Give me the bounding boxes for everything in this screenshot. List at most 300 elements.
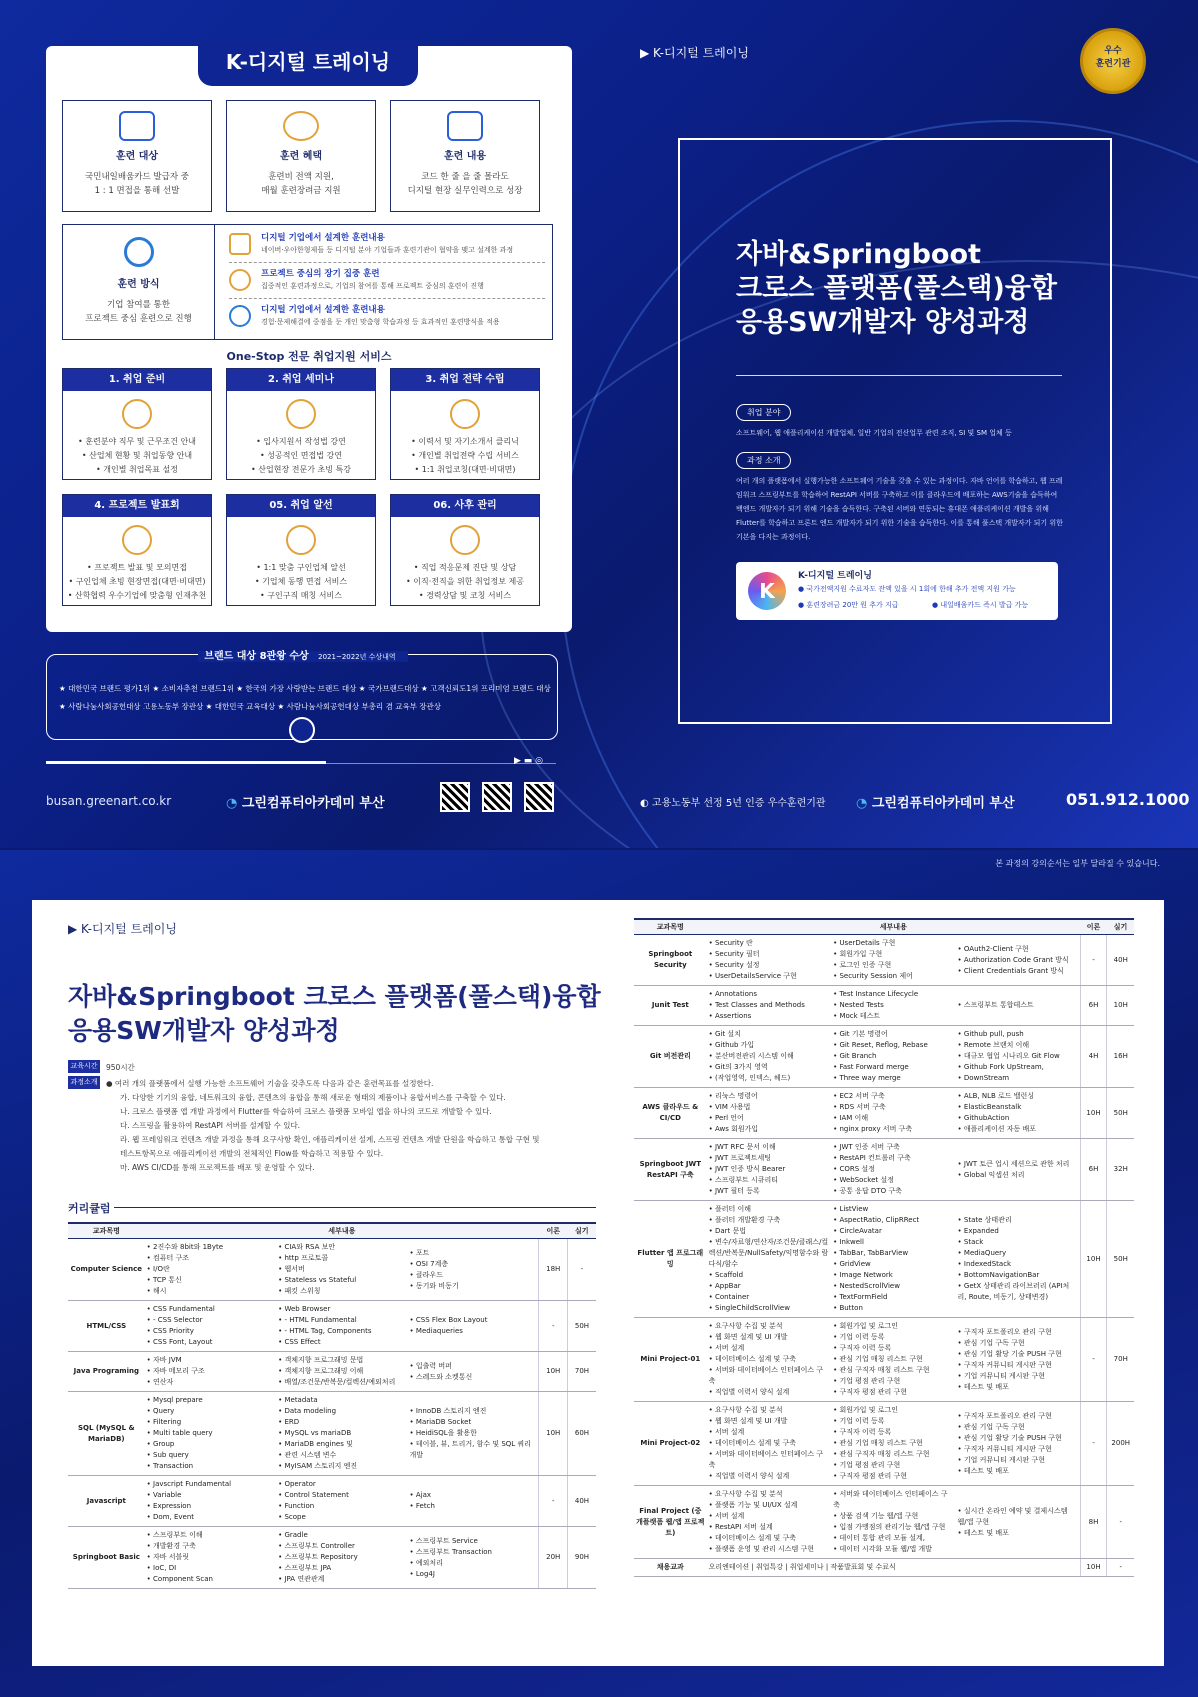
detail-item: • I/O란: [147, 1264, 274, 1275]
theory-hours: 8H: [1080, 1486, 1107, 1559]
curriculum-heading: 커리큘럼: [68, 1202, 111, 1215]
detail-item: • JWT 토큰 업시 세션으로 관한 처리: [958, 1159, 1078, 1170]
detail-item: • Scope: [278, 1512, 405, 1523]
excellence-medal: 우수 훈련기관: [1080, 28, 1146, 94]
detail-item: • 대규모 협업 시나리오 Git Flow: [958, 1051, 1078, 1062]
detail-cell: [831, 1402, 955, 1486]
detail-item: • MariaDB engines 및: [278, 1439, 405, 1450]
table-row: [634, 1559, 1134, 1577]
table-row: [634, 1139, 1134, 1201]
table-row: [634, 1402, 1134, 1486]
intro-line: 테스트항목으로 애플리케이션 개발의 전체적인 Flow를 학습하고 적용할 수 있다.: [120, 1149, 384, 1158]
table-row: [634, 1088, 1134, 1139]
detail-item: • Image Network: [833, 1270, 953, 1281]
detail-item: • State 상태관리: [958, 1215, 1078, 1226]
detail-item: • 리눅스 명령어: [709, 1091, 829, 1102]
curriculum-table-left: [68, 1222, 596, 1589]
table-row: [634, 935, 1134, 986]
detail-item: • 기업 커뮤니티 게시판 구현: [958, 1371, 1078, 1382]
detail-cell: [956, 1486, 1080, 1559]
detail-cell: [707, 1486, 831, 1559]
detail-item: • CSS Fundamental: [147, 1304, 274, 1315]
hours-tag: 교육시간: [68, 1060, 100, 1073]
detail-item: • 컴퓨터 구조: [147, 1253, 274, 1264]
detail-item: • Global 익셉션 처리: [958, 1170, 1078, 1181]
k-digital-logo-icon: K: [748, 572, 786, 610]
table-row: [68, 1476, 596, 1527]
practice-hours: 90H: [567, 1527, 596, 1589]
practice-hours: 60H: [567, 1392, 596, 1476]
detail-item: • Authorization Code Grant 방식: [958, 955, 1078, 966]
method-summary: [63, 225, 215, 339]
detail-item: • Dart 문법: [709, 1226, 829, 1237]
method-row: 디지털 기업에서 설계한 훈련내용 경험·문제해결에 중점을 둔 개인 맞춤형 학습과정 등 효과적인 훈련방식을 적용: [229, 301, 545, 335]
detail-item: • 서버 설계: [709, 1343, 829, 1354]
detail-cell: [408, 1301, 539, 1352]
detail-item: • IndexedStack: [958, 1259, 1078, 1270]
detail-cell: [276, 1527, 407, 1589]
detail-item: • Scaffold: [709, 1270, 829, 1281]
practice-hours: 32H: [1107, 1139, 1134, 1201]
detail-cell: [707, 1318, 831, 1402]
detail-cell: [831, 1088, 955, 1139]
detail-item: • Control Statement: [278, 1490, 405, 1501]
detail-item: • BottomNavigationBar: [958, 1270, 1078, 1281]
detail-item: • 공통 응답 DTO 구축: [833, 1186, 953, 1197]
detail-item: • Expanded: [958, 1226, 1078, 1237]
academy-logo: ◔ 그린컴퓨터아카데미 부산: [856, 796, 1015, 811]
brand-awards-box: [46, 651, 558, 740]
kbox-line: ● 내일배움카드 즉시 발급 가능: [932, 601, 1029, 609]
detail-cell: [145, 1392, 276, 1476]
detail-item: • MediaQuery: [958, 1248, 1078, 1259]
card-title: K-디지털 트레이닝: [198, 40, 418, 86]
detail-item: • 패킷 스위칭: [278, 1286, 405, 1297]
header-details: 세부내용: [145, 1223, 539, 1239]
detail-item: • CSS Priority: [147, 1326, 274, 1337]
academy-logo: ◔ 그린컴퓨터아카데미 부산: [226, 796, 385, 811]
theory-hours: 10H: [539, 1392, 567, 1476]
step-card: 3. 취업 전략 수립 • 이력서 및 자기소개서 클리닉 • 개인별 취업전략 수립 서비스 • 1:1 취업코칭(대면·비대면): [390, 368, 540, 480]
detail-item: • Aws 회원가입: [709, 1124, 829, 1135]
website-link[interactable]: busan.greenart.co.kr: [46, 794, 172, 808]
detail-item: • RestAPI 서버 설계: [709, 1522, 829, 1533]
cover-header: ▶ K-디지털 트레이닝: [640, 46, 749, 60]
detail-item: • Mediaqueries: [410, 1326, 537, 1337]
subject-name: Java Programing: [68, 1352, 145, 1392]
subject-name: Computer Science: [68, 1239, 145, 1301]
brochure-cover-spread: [0, 0, 1198, 848]
detail-item: • CIA와 RSA 보안: [278, 1242, 405, 1253]
detail-item: • CSS Font, Layout: [147, 1337, 274, 1348]
practice-hours: 70H: [567, 1352, 596, 1392]
detail-cell: [408, 1476, 539, 1527]
detail-cell: [276, 1239, 407, 1301]
detail-item: • Inkwell: [833, 1237, 953, 1248]
detail-item: • 입출력 버퍼: [410, 1361, 537, 1372]
detail-item: • TextFormField: [833, 1292, 953, 1303]
subject-name: SQL (MySQL & MariaDB): [68, 1392, 145, 1476]
detail-cell: [408, 1352, 539, 1392]
subject-name: Springboot Basic: [68, 1527, 145, 1589]
job-field-pill: 취업 분야: [736, 404, 791, 421]
curriculum-sheet: [32, 900, 1164, 1666]
detail-cell: 오리엔테이션 | 취업특강 | 취업세미나 | 작품발표회 및 수료식: [707, 1559, 1080, 1577]
header-practice: 실기: [1107, 919, 1134, 935]
detail-item: • - HTML Tag, Components: [278, 1326, 405, 1337]
detail-item: • RDS 서버 구축: [833, 1102, 953, 1113]
table-row: [68, 1392, 596, 1476]
detail-item: • 로그인 인증 구현: [833, 960, 953, 971]
detail-item: • JWT RFC 문서 이해: [709, 1142, 829, 1153]
detail-item: • Github Fork UpStream,: [958, 1062, 1078, 1073]
header-subject: 교과목명: [68, 1223, 145, 1239]
detail-item: • 웹 화면 설계 및 UI 개발: [709, 1332, 829, 1343]
detail-item: • JWT 인증 서버 구축: [833, 1142, 953, 1153]
detail-item: • 자바 메모리 구조: [147, 1366, 274, 1377]
table-header-row: [634, 919, 1134, 935]
detail-item: • SingleChildScrollView: [709, 1303, 829, 1314]
detail-cell: [408, 1527, 539, 1589]
detail-item: • AppBar: [709, 1281, 829, 1292]
subject-name: Javascript: [68, 1476, 145, 1527]
detail-item: • Git 기본 명령어: [833, 1029, 953, 1040]
detail-item: • 분산버전관리 시스템 이해: [709, 1051, 829, 1062]
detail-cell: [831, 935, 955, 986]
course-intro-pill: 과정 소개: [736, 452, 791, 469]
detail-cell: [956, 1201, 1080, 1318]
detail-item: • TabBar, TabBarView: [833, 1248, 953, 1259]
theory-hours: -: [1080, 935, 1107, 986]
theory-hours: 10H: [539, 1352, 567, 1392]
qr-code[interactable]: [524, 782, 554, 812]
theory-hours: 18H: [539, 1239, 567, 1301]
intro-line: 가. 다양한 기기의 융합, 네트워크의 융합, 콘텐츠의 융합을 통해 새로운 형태의 제품이나 융합서비스를 구축할 수 있다.: [120, 1093, 506, 1102]
detail-item: • RestAPI 컨트롤러 구축: [833, 1153, 953, 1164]
detail-item: • Metadata: [278, 1395, 405, 1406]
practice-hours: 50H: [567, 1301, 596, 1352]
detail-cell: [956, 1318, 1080, 1402]
detail-item: • Filtering: [147, 1417, 274, 1428]
detail-item: • Fast Forward merge: [833, 1062, 953, 1073]
detail-item: • Github pull, push: [958, 1029, 1078, 1040]
detail-item: • JWT 프로젝트세팅: [709, 1153, 829, 1164]
detail-item: • 연산자: [147, 1377, 274, 1388]
detail-item: • 관심 기업 활당 기술 PUSH 구현: [958, 1349, 1078, 1360]
qr-code[interactable]: [482, 782, 512, 812]
box-desc: 국민내일배움카드 발급자 중 1 : 1 면접을 통해 선발: [85, 172, 189, 196]
detail-cell: [276, 1301, 407, 1352]
detail-item: • IoC, DI: [147, 1563, 274, 1574]
detail-item: • Assertions: [709, 1011, 829, 1022]
detail-cell: [145, 1239, 276, 1301]
detail-item: • MyISAM 스토리지 엔진: [278, 1461, 405, 1472]
detail-cell: [956, 935, 1080, 986]
detail-item: • 직업별 이력서 양식 설계: [709, 1471, 829, 1482]
stopwatch-icon: [450, 525, 480, 555]
certification-text: ◐ 고용노동부 선정 5년 인증 우수훈련기관: [640, 798, 826, 809]
detail-item: • 웹 화면 설계 및 UI 개발: [709, 1416, 829, 1427]
practice-hours: -: [1107, 1559, 1134, 1577]
head-gear-icon: [450, 399, 480, 429]
detail-item: • 자바 서블릿: [147, 1552, 274, 1563]
detail-item: • 스프링부트 Controller: [278, 1541, 405, 1552]
gears-icon: [229, 269, 251, 291]
divider-accent: [46, 761, 326, 764]
box-title: 훈련 내용: [443, 151, 487, 162]
detail-item: • 개발환경 구축: [147, 1541, 274, 1552]
detail-item: • EC2 서버 구축: [833, 1091, 953, 1102]
detail-item: • 요구사항 수집 및 분석: [709, 1489, 829, 1500]
practice-hours: -: [1107, 1486, 1134, 1559]
practice-hours: 40H: [1107, 935, 1134, 986]
detail-item: • Perl 언어: [709, 1113, 829, 1124]
intro-line: 마. AWS CI/CD를 통해 프로젝트를 배포 및 운영할 수 있다.: [120, 1163, 315, 1172]
detail-item: • 웹서버: [278, 1264, 405, 1275]
theory-hours: -: [1080, 1318, 1107, 1402]
detail-item: • Fetch: [410, 1501, 537, 1512]
detail-item: • Github 가입: [709, 1040, 829, 1051]
method-row: 디지털 기업에서 설계한 훈련내용 네이버·우아한형제들 등 디지털 분야 기업들과 훈련기관이 협약을 맺고 설계한 과정: [229, 229, 545, 263]
detail-cell: [956, 1026, 1080, 1088]
detail-item: • Dom, Event: [147, 1512, 274, 1523]
detail-item: • Transaction: [147, 1461, 274, 1472]
pen-icon: [286, 399, 316, 429]
table-row: [634, 1201, 1134, 1318]
detail-item: • 애플리케이션 자동 배포: [958, 1124, 1078, 1135]
people-icon: [119, 111, 155, 141]
subject-name: Git 버전관리: [634, 1026, 707, 1088]
detail-item: • Stateless vs Stateful: [278, 1275, 405, 1286]
kbox-line: ● 훈련장려금 20만 원 추가 지급: [798, 601, 899, 609]
detail-cell: [956, 986, 1080, 1026]
detail-item: • 플랫폼 운영 및 관리 시스템 구현: [709, 1544, 829, 1555]
social-icons[interactable]: ▶ ▬ ◎: [514, 756, 543, 766]
detail-item: • 구직자 포트폴리오 관리 구현: [958, 1327, 1078, 1338]
detail-cell: [831, 1318, 955, 1402]
detail-item: • 관심 기업 활당 기술 PUSH 구현: [958, 1433, 1078, 1444]
detail-item: • 데이터 통합 관리 모듈 설계,: [833, 1533, 953, 1544]
header-subject: 교과목명: [634, 919, 707, 935]
code-window-icon: [447, 111, 483, 141]
detail-item: • CORS 설정: [833, 1164, 953, 1175]
table-header-row: [68, 1223, 596, 1239]
detail-item: • 객체지향 프로그래밍 이해: [278, 1366, 405, 1377]
theory-hours: 4H: [1080, 1026, 1107, 1088]
detail-item: • OAuth2-Client 구현: [958, 944, 1078, 955]
detail-item: • 스프링부트 Transaction: [410, 1547, 537, 1558]
cover-frame: [678, 138, 1112, 724]
network-search-icon: [286, 525, 316, 555]
detail-item: • 변수/자료형/연산자/조건문/클래스/컬렉션/반복문/NullSafety/익명함수와 람다식/함수: [709, 1237, 829, 1270]
detail-item: • 스프링부트 시큐리티: [709, 1175, 829, 1186]
box-title: 훈련 대상: [115, 151, 159, 162]
practice-hours: 200H: [1107, 1402, 1134, 1486]
detail-cell: [707, 1402, 831, 1486]
theory-hours: 6H: [1080, 986, 1107, 1026]
detail-item: • 플랫폼 기능 및 UI/UX 설계: [709, 1500, 829, 1511]
detail-item: • 기업 평점 관리 구현: [833, 1376, 953, 1387]
detail-item: • 회원가입 및 로그인: [833, 1405, 953, 1416]
detail-item: • Query: [147, 1406, 274, 1417]
detail-cell: [707, 935, 831, 986]
detail-item: • - HTML Fundamental: [278, 1315, 405, 1326]
header-theory: 이론: [1080, 919, 1107, 935]
content-box: [390, 100, 540, 212]
detail-item: • 서버와 데이터베이스 인터페이스 구축: [709, 1365, 829, 1387]
detail-item: • 데이터베이스 설계 및 구축: [709, 1354, 829, 1365]
detail-cell: [145, 1476, 276, 1527]
detail-item: • Security 란: [709, 938, 829, 949]
box-desc: 훈련비 전액 지원, 매월 훈련장려금 지원: [261, 172, 341, 196]
detail-cell: [707, 986, 831, 1026]
k-digital-box: K K-디지털 트레이닝 ● 국가전액지원 수료자도 잔액 있을 시 1회에 한해 추가 전액 지원 가능 ● 훈련장려금 20만 원 추가 지급 ● 내일배움카드 즉시 발급 가능: [736, 562, 1058, 620]
detail-item: • 관심 구직자 매칭 리스트 구현: [833, 1365, 953, 1376]
table-row: [68, 1352, 596, 1392]
target-box: [62, 100, 212, 212]
header-details: 세부내용: [707, 919, 1080, 935]
detail-item: • Test Instance Lifecycle: [833, 989, 953, 1000]
curriculum-spread: [0, 850, 1198, 1697]
divider: [736, 375, 1062, 376]
detail-item: • 서버 설계: [709, 1427, 829, 1438]
detail-item: • Web Browser: [278, 1304, 405, 1315]
detail-item: • nginx proxy 서버 구축: [833, 1124, 953, 1135]
detail-item: • JPA 연관관계: [278, 1574, 405, 1585]
detail-item: • 예외처리: [410, 1558, 537, 1569]
phone-number[interactable]: 051.912.1000: [1066, 790, 1190, 809]
detail-item: • 관심 기업 구독 구현: [958, 1338, 1078, 1349]
notice-text: 본 과정의 강의순서는 일부 달라질 수 있습니다.: [995, 859, 1160, 868]
trophy-icon: [289, 717, 315, 743]
detail-item: • WebSocket 설정: [833, 1175, 953, 1186]
detail-item: • 플러터 개발환경 구축: [709, 1215, 829, 1226]
header-theory: 이론: [539, 1223, 567, 1239]
intro-line: 라. 웹 프레임워크 컨텐츠 개발 과정을 통해 요구사항 확인, 애플리케이션 설계, 스프링 컨텐츠 개발 단원을 학습하고 통합 구현 및: [120, 1135, 540, 1144]
detail-item: • Git Reset, Reflog, Rebase: [833, 1040, 953, 1051]
table-row: [634, 1486, 1134, 1559]
detail-item: • 서버와 데이터베이스 인터페이스 구축: [709, 1449, 829, 1471]
detail-cell: [145, 1301, 276, 1352]
header-practice: 실기: [567, 1223, 596, 1239]
detail-item: • MySQL vs mariaDB: [278, 1428, 405, 1439]
detail-item: • Javscript Fundamental: [147, 1479, 274, 1490]
step-card: 05. 취업 알선 • 1:1 맞춤 구인업체 알선 • 기업체 동행 면접 서비스 • 구인구직 매칭 서비스: [226, 494, 376, 606]
detail-item: • Expression: [147, 1501, 274, 1512]
detail-item: • CSS Flex Box Layout: [410, 1315, 537, 1326]
document-icon: [229, 233, 251, 255]
detail-item: • 상품 검색 기능 웹/앱 구현: [833, 1511, 953, 1522]
detail-item: • Nested Tests: [833, 1000, 953, 1011]
detail-item: • HeidiSQL을 활용한: [410, 1428, 537, 1439]
step-card: 4. 프로젝트 발표회 • 프로젝트 발표 및 모의면접 • 구인업체 초빙 현장면접(대면·비대면) • 산학협력 우수기업에 맞춤형 인재추천: [62, 494, 212, 606]
theory-hours: 10H: [1080, 1559, 1107, 1577]
target-icon: [229, 305, 251, 327]
detail-item: • 구직자 포트폴리오 관리 구현: [958, 1411, 1078, 1422]
detail-item: • 관심 구직자 매칭 리스트 구현: [833, 1449, 953, 1460]
detail-item: • 스프링부트 Repository: [278, 1552, 405, 1563]
detail-item: • Component Scan: [147, 1574, 274, 1585]
subject-name: Final Project (중개플랫폼 웹/앱 프로젝트): [634, 1486, 707, 1559]
detail-item: • ERD: [278, 1417, 405, 1428]
step-card: 06. 사후 관리 • 직업 적응문제 진단 및 상담 • 이직·전직을 위한 취업정보 제공 • 경력상담 및 코칭 서비스: [390, 494, 540, 606]
theory-hours: -: [1080, 1402, 1107, 1486]
detail-item: • 회원가입 및 로그인: [833, 1321, 953, 1332]
detail-item: • 관련 시스템 변수: [278, 1450, 405, 1461]
detail-item: • Function: [278, 1501, 405, 1512]
checklist-icon: [122, 399, 152, 429]
method-row: 프로젝트 중심의 장기 집중 훈련 집중적인 훈련과정으로, 기업의 참여를 통해 프로젝트 중심의 훈련이 진행: [229, 265, 545, 299]
divider: [114, 1207, 596, 1208]
detail-cell: [707, 1201, 831, 1318]
detail-item: • Security Session 제어: [833, 971, 953, 982]
detail-item: • 구직자 커뮤니티 게시판 구현: [958, 1444, 1078, 1455]
practice-hours: 10H: [1107, 986, 1134, 1026]
detail-item: • CircleAvatar: [833, 1226, 953, 1237]
detail-item: • Mysql prepare: [147, 1395, 274, 1406]
detail-item: • 스레드와 소켓통신: [410, 1372, 537, 1383]
detail-cell: [831, 986, 955, 1026]
detail-cell: [408, 1239, 539, 1301]
detail-item: • 동기와 비동기: [410, 1281, 537, 1292]
detail-item: • 회원가입 구현: [833, 949, 953, 960]
detail-item: • 스프링부트 통합테스트: [958, 1000, 1078, 1011]
practice-hours: -: [567, 1239, 596, 1301]
detail-item: • 해시: [147, 1286, 274, 1297]
intro-tag: 과정소개: [68, 1076, 100, 1089]
table-row: [68, 1239, 596, 1301]
kbox-line: ● 국가전액지원 수료자도 잔액 있을 시 1회에 한해 추가 전액 지원 가능: [798, 585, 1016, 593]
detail-item: • 구직자 커뮤니티 게시판 구현: [958, 1360, 1078, 1371]
detail-item: • 데이터베이스 설계 및 구축: [709, 1533, 829, 1544]
detail-item: • - CSS Selector: [147, 1315, 274, 1326]
trophy-icon: [122, 525, 152, 555]
detail-item: • 실시간 온라인 예약 및 결제시스템 웹/앱 구현: [958, 1506, 1078, 1528]
detail-item: • 데이터 시각화 모듈 웹/앱 개발: [833, 1544, 953, 1555]
detail-item: • JWT 필터 등록: [709, 1186, 829, 1197]
detail-cell: [707, 1026, 831, 1088]
practice-hours: 50H: [1107, 1201, 1134, 1318]
detail-item: • Sub query: [147, 1450, 274, 1461]
detail-cell: [831, 1201, 955, 1318]
qr-code[interactable]: [440, 782, 470, 812]
subject-name: Springboot Security: [634, 935, 707, 986]
detail-item: • 테스트 및 배포: [958, 1382, 1078, 1393]
detail-item: • Three way merge: [833, 1073, 953, 1084]
detail-item: • 구직자 평점 관리 구현: [833, 1387, 953, 1398]
detail-cell: [707, 1088, 831, 1139]
step-card: 2. 취업 세미나 • 입사지원서 작성법 강연 • 성공적인 면접법 강연 • 산업현장 전문가 초빙 특강: [226, 368, 376, 480]
detail-item: • 기업 이력 등록: [833, 1416, 953, 1427]
sheet-title: 자바&Springboot 크로스 플랫폼(풀스택)융합 응용SW개발자 양성과정: [68, 982, 601, 1045]
detail-item: • 구직자 이력 등록: [833, 1343, 953, 1354]
detail-item: • Button: [833, 1303, 953, 1314]
theory-hours: 10H: [1080, 1088, 1107, 1139]
table-row: [634, 1026, 1134, 1088]
detail-item: • 기업 커뮤니티 게시판 구현: [958, 1455, 1078, 1466]
theory-hours: -: [539, 1476, 567, 1527]
detail-item: • Ajax: [410, 1490, 537, 1501]
detail-item: • 서버 설계: [709, 1511, 829, 1522]
detail-item: • 테이블, 뷰, 트리거, 함수 및 SQL 쿼리 개발: [410, 1439, 537, 1461]
detail-cell: [956, 1139, 1080, 1201]
box-title: 훈련 혜택: [279, 151, 323, 162]
subject-name: 채용교과: [634, 1559, 707, 1577]
detail-cell: [408, 1392, 539, 1476]
detail-cell: [831, 1139, 955, 1201]
detail-item: • 기업 이력 등록: [833, 1332, 953, 1343]
detail-item: • 관심 기업 매칭 리스트 구현: [833, 1438, 953, 1449]
